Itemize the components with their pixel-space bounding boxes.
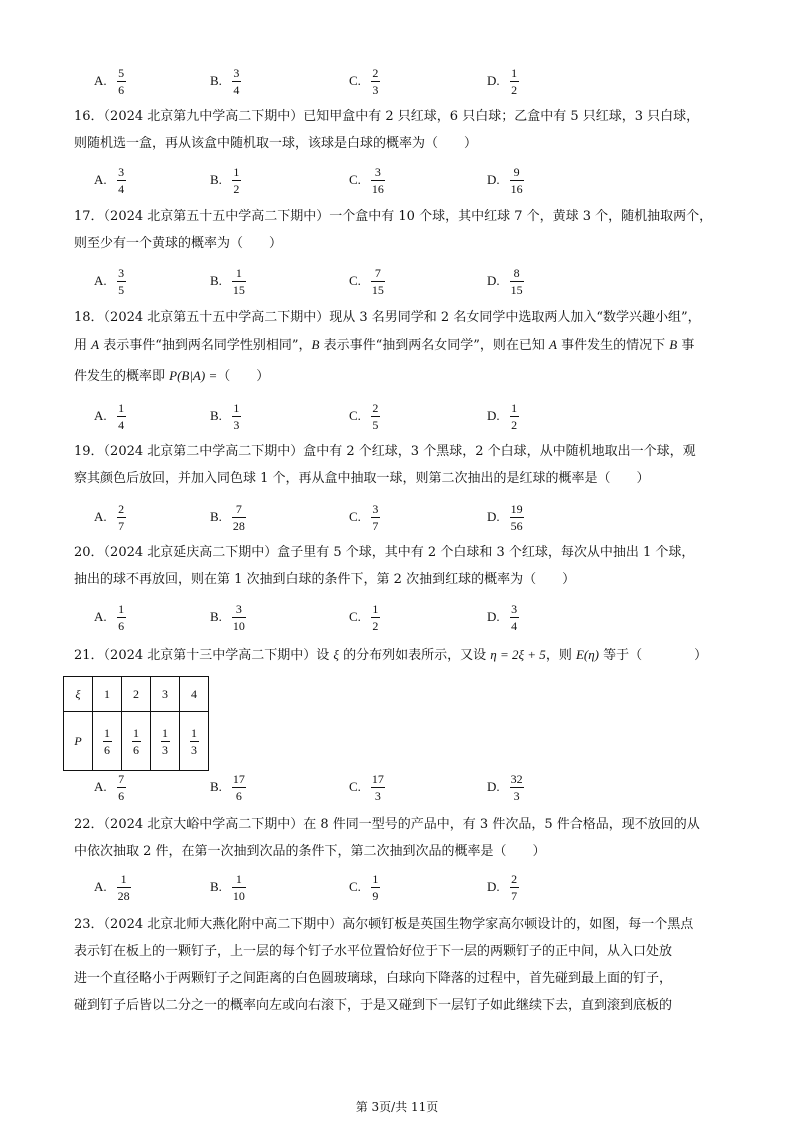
denominator: 7 (372, 518, 379, 533)
fraction (371, 602, 380, 633)
denominator: 3 (372, 82, 379, 97)
option-label: A. (94, 172, 107, 187)
numerator: 32 (510, 771, 523, 786)
q18-text (74, 304, 724, 390)
page-footer: 第 3页/共 11页 (355, 1100, 439, 1114)
option-a (94, 600, 126, 634)
fraction (371, 872, 380, 903)
q23-line2: 表示钉在板上的一颗钉子，上一层的每个钉子水平位置恰好位于下一层的两颗钉子的正中间，从入口处放 (74, 944, 673, 959)
option-label: C. (349, 779, 361, 794)
numerator: 19 (510, 501, 523, 516)
q22-line2: 中依次抽取 2 件，在第一次抽到次品的条件下，第二次抽到次品的概率是（ ） (74, 844, 546, 859)
option-d (487, 64, 519, 98)
fraction (232, 502, 246, 533)
numerator: 1 (120, 871, 127, 886)
fraction (117, 602, 126, 633)
denominator: 4 (118, 181, 125, 196)
numerator: 1 (233, 400, 240, 415)
fraction (371, 502, 380, 533)
denominator: 4 (118, 417, 125, 432)
table-cell: 2 (122, 677, 151, 712)
fraction (232, 401, 241, 432)
fraction (510, 165, 524, 196)
q18-line2-c: 表示事件“抽到两名女同学”，则在已知 (319, 338, 550, 353)
option-c (349, 264, 385, 298)
table-cell: 4 (180, 677, 209, 712)
numerator: 17 (232, 771, 245, 786)
option-a (94, 500, 126, 534)
option-label: A. (94, 509, 107, 524)
fraction (510, 872, 519, 903)
fraction (510, 502, 524, 533)
option-label: D. (487, 879, 500, 894)
option-label: A. (94, 273, 107, 288)
table-cell: ξ (64, 677, 93, 712)
option-b (210, 264, 246, 298)
q18-line3-b: （ ） (217, 369, 270, 384)
numerator: 2 (372, 400, 379, 415)
q19-options (94, 500, 614, 534)
q23-line3: 进一个直径略小于两颗钉子之间距离的白色圆玻璃球，白球向下降落的过程中，首先碰到最上面的钉子， (74, 971, 673, 986)
option-label: D. (487, 779, 500, 794)
q23-line4: 碰到钉子后皆以二分之一的概率向左或向右滚下，于是又碰到下一层钉子如此继续下去，直到滚到底板的 (74, 998, 673, 1013)
fraction (190, 726, 199, 757)
fraction (510, 401, 519, 432)
table-cell: 1 (93, 677, 122, 712)
option-a (94, 870, 131, 904)
numerator: 1 (162, 725, 168, 740)
fraction (510, 772, 524, 803)
denominator: 3 (513, 788, 520, 803)
option-label: C. (349, 609, 361, 624)
option-b (210, 64, 241, 98)
var-b: B (669, 337, 678, 352)
denominator: 10 (232, 618, 245, 633)
fraction (371, 165, 385, 196)
q21-text (74, 641, 724, 669)
numerator: 1 (133, 725, 139, 740)
denominator: 6 (235, 788, 242, 803)
denominator: 6 (118, 618, 125, 633)
denominator: 15 (371, 282, 384, 297)
option-b (210, 163, 241, 197)
numerator: 3 (235, 601, 242, 616)
numerator: 17 (371, 771, 384, 786)
option-label: A. (94, 879, 107, 894)
denominator: 28 (232, 518, 245, 533)
denominator: 2 (233, 181, 240, 196)
option-label: D. (487, 273, 500, 288)
q16-options (94, 163, 614, 197)
q18-line2-e: 事 (677, 338, 695, 353)
denominator: 3 (374, 788, 381, 803)
fraction (232, 872, 246, 903)
denominator: 10 (232, 888, 245, 903)
q16-line1: 16．（2024 北京第九中学高二下期中）已知甲盒中有 2 只红球，6 只白球；乙盒中有 5 只红球，3 只白球， (74, 109, 700, 124)
option-a (94, 264, 126, 298)
fraction (510, 602, 519, 633)
option-d (487, 399, 519, 433)
option-c (349, 870, 380, 904)
numerator: 3 (372, 501, 379, 516)
denominator: 7 (118, 518, 125, 533)
q16-text (74, 103, 724, 157)
table-row-probabilities (64, 712, 209, 771)
q20-text (74, 539, 724, 593)
numerator: 3 (118, 164, 125, 179)
option-c (349, 64, 380, 98)
option-label: B. (210, 609, 222, 624)
numerator: 1 (511, 400, 518, 415)
q18-options (94, 399, 614, 433)
var-b: B (311, 337, 320, 352)
q23-text (74, 911, 724, 1019)
option-label: B. (210, 779, 222, 794)
fraction (117, 165, 126, 196)
numerator: 3 (118, 265, 125, 280)
conditional-probability-formula: P(B|A) = (169, 368, 218, 383)
fraction (232, 66, 241, 97)
fraction (371, 266, 385, 297)
option-label: D. (487, 509, 500, 524)
option-label: A. (94, 408, 107, 423)
option-label: C. (349, 509, 361, 524)
option-d (487, 600, 519, 634)
fraction (117, 872, 131, 903)
numerator: 1 (104, 725, 110, 740)
numerator: 1 (118, 601, 125, 616)
fraction (117, 266, 126, 297)
denominator: 16 (371, 181, 384, 196)
numerator: 1 (233, 164, 240, 179)
numerator: 1 (235, 871, 242, 886)
denominator: 4 (233, 82, 240, 97)
q23-line1: 23．（2024 北京北师大燕化附中高二下期中）高尔顿钉板是英国生物学家高尔顿设计的，如图，每一个黑点 (74, 917, 694, 932)
fraction (510, 66, 519, 97)
table-row-values (64, 677, 209, 712)
option-d (487, 163, 524, 197)
numerator: 7 (374, 265, 381, 280)
q17-line2: 则至少有一个黄球的概率为（ ） (74, 236, 283, 251)
numerator: 1 (118, 400, 125, 415)
fraction (371, 772, 385, 803)
option-label: C. (349, 273, 361, 288)
q19-line2: 察其颜色后放回，并加入同色球 1 个，再从盒中抽取一球，则第二次抽出的是红球的概率是（ ） (74, 471, 650, 486)
numerator: 2 (511, 871, 518, 886)
option-label: D. (487, 408, 500, 423)
option-c (349, 500, 380, 534)
q18-line2 (74, 331, 724, 359)
q22-text (74, 811, 724, 865)
var-xi: ξ (333, 647, 339, 662)
q18-line2-d: 事件发生的情况下 (557, 338, 670, 353)
var-a: A (91, 337, 100, 352)
numerator: 9 (513, 164, 520, 179)
q15-options (94, 64, 614, 98)
denominator: 9 (372, 888, 379, 903)
option-label: B. (210, 73, 222, 88)
numerator: 1 (235, 265, 242, 280)
numerator: 1 (372, 601, 379, 616)
denominator: 3 (162, 742, 168, 757)
option-label: C. (349, 73, 361, 88)
option-d (487, 264, 524, 298)
fraction (232, 772, 246, 803)
denominator: 16 (510, 181, 523, 196)
fraction (117, 401, 126, 432)
option-label: B. (210, 879, 222, 894)
denominator: 4 (511, 618, 518, 633)
option-label: D. (487, 172, 500, 187)
denominator: 28 (117, 888, 130, 903)
denominator: 7 (511, 888, 518, 903)
denominator: 6 (104, 742, 110, 757)
denominator: 2 (372, 618, 379, 633)
denominator: 3 (191, 742, 197, 757)
q20-options (94, 600, 614, 634)
numerator: 7 (235, 501, 242, 516)
option-d (487, 770, 524, 804)
q22-line1: 22．（2024 北京大峪中学高二下期中）在 8 件同一型号的产品中，有 3 件次品，5 件合格品，现不放回的从 (74, 817, 700, 832)
option-c (349, 163, 385, 197)
fraction (117, 66, 126, 97)
fraction (117, 772, 126, 803)
table-cell (122, 712, 151, 771)
option-a (94, 770, 126, 804)
table-cell (151, 712, 180, 771)
option-a (94, 64, 126, 98)
denominator: 15 (232, 282, 245, 297)
option-c (349, 600, 380, 634)
q19-line1: 19．（2024 北京第二中学高二下期中）盒中有 2 个红球，3 个黑球，2 个白球，从中随机地取出一个球，观 (74, 444, 696, 459)
option-label: A. (94, 779, 107, 794)
table-cell: 3 (151, 677, 180, 712)
denominator: 6 (133, 742, 139, 757)
option-b (210, 770, 246, 804)
option-label: B. (210, 172, 222, 187)
numerator: 3 (374, 164, 381, 179)
denominator: 15 (510, 282, 523, 297)
q19-text (74, 438, 724, 492)
option-a (94, 163, 126, 197)
option-b (210, 500, 246, 534)
fraction (232, 602, 246, 633)
option-b (210, 870, 246, 904)
q21-line1-a: 21．（2024 北京第十三中学高二下期中）设 (74, 648, 334, 663)
option-label: C. (349, 408, 361, 423)
var-a: A (549, 337, 557, 352)
q20-line1: 20．（2024 北京延庆高二下期中）盒子里有 5 个球，其中有 2 个白球和 3 个红球，每次从中抽出 1 个球， (74, 545, 695, 560)
distribution-table (63, 676, 209, 771)
fraction (371, 66, 380, 97)
fraction (132, 726, 141, 757)
q21-options (94, 770, 614, 804)
option-label: C. (349, 879, 361, 894)
fraction (117, 502, 126, 533)
fraction (371, 401, 380, 432)
denominator: 2 (511, 417, 518, 432)
option-c (349, 399, 380, 433)
numerator: 2 (118, 501, 125, 516)
q22-options (94, 870, 614, 904)
option-label: B. (210, 273, 222, 288)
expectation-symbol: E(η) (575, 647, 600, 662)
option-label: D. (487, 73, 500, 88)
option-label: D. (487, 609, 500, 624)
q18-line3-a: 件发生的概率即 (74, 369, 170, 384)
numerator: 2 (372, 65, 379, 80)
q18-line1: 18．（2024 北京第五十五中学高二下期中）现从 3 名男同学和 2 名女同学中选取两人加入“数学兴趣小组”， (74, 310, 701, 325)
denominator: 56 (510, 518, 523, 533)
table-cell: P (64, 712, 93, 771)
option-b (210, 600, 246, 634)
eta-formula: η = 2ξ + 5 (490, 647, 546, 662)
q21-line1 (74, 641, 724, 669)
option-a (94, 399, 126, 433)
option-c (349, 770, 385, 804)
q21-line1-b: 的分布列如表所示，又设 (338, 648, 491, 663)
denominator: 5 (118, 282, 125, 297)
numerator: 7 (118, 771, 125, 786)
q20-line2: 抽出的球不再放回，则在第 1 次抽到白球的条件下，第 2 次抽到红球的概率为（ ） (74, 572, 576, 587)
fraction (161, 726, 170, 757)
denominator: 5 (372, 417, 379, 432)
table-cell (93, 712, 122, 771)
option-d (487, 870, 519, 904)
option-label: C. (349, 172, 361, 187)
table-cell (180, 712, 209, 771)
q18-line2-b: 表示事件“抽到两名同学性别相同”， (99, 338, 312, 353)
numerator: 3 (511, 601, 518, 616)
q17-options (94, 264, 614, 298)
option-label: A. (94, 73, 107, 88)
fraction (510, 266, 524, 297)
fraction (103, 726, 112, 757)
numerator: 3 (233, 65, 240, 80)
denominator: 6 (118, 82, 125, 97)
denominator: 3 (233, 417, 240, 432)
q16-line2: 则随机选一盒，再从该盒中随机取一球，该球是白球的概率为（ ） (74, 136, 478, 151)
numerator: 5 (118, 65, 125, 80)
fraction (232, 165, 241, 196)
numerator: 1 (511, 65, 518, 80)
q21-line1-d: 等于（ ） (599, 648, 708, 663)
numerator: 1 (372, 871, 379, 886)
fraction (232, 266, 246, 297)
denominator: 2 (511, 82, 518, 97)
option-d (487, 500, 524, 534)
q17-line1: 17．（2024 北京第五十五中学高二下期中）一个盒中有 10 个球，其中红球 7 个，黄球 3 个，随机抽取两个， (74, 209, 713, 224)
option-label: B. (210, 509, 222, 524)
q18-line3 (74, 362, 724, 390)
q21-line1-c: ，则 (545, 648, 576, 663)
option-label: B. (210, 408, 222, 423)
option-label: A. (94, 609, 107, 624)
q18-line2-a: 用 (74, 338, 92, 353)
denominator: 6 (118, 788, 125, 803)
option-b (210, 399, 241, 433)
numerator: 8 (513, 265, 520, 280)
numerator: 1 (191, 725, 197, 740)
q17-text (74, 203, 724, 257)
